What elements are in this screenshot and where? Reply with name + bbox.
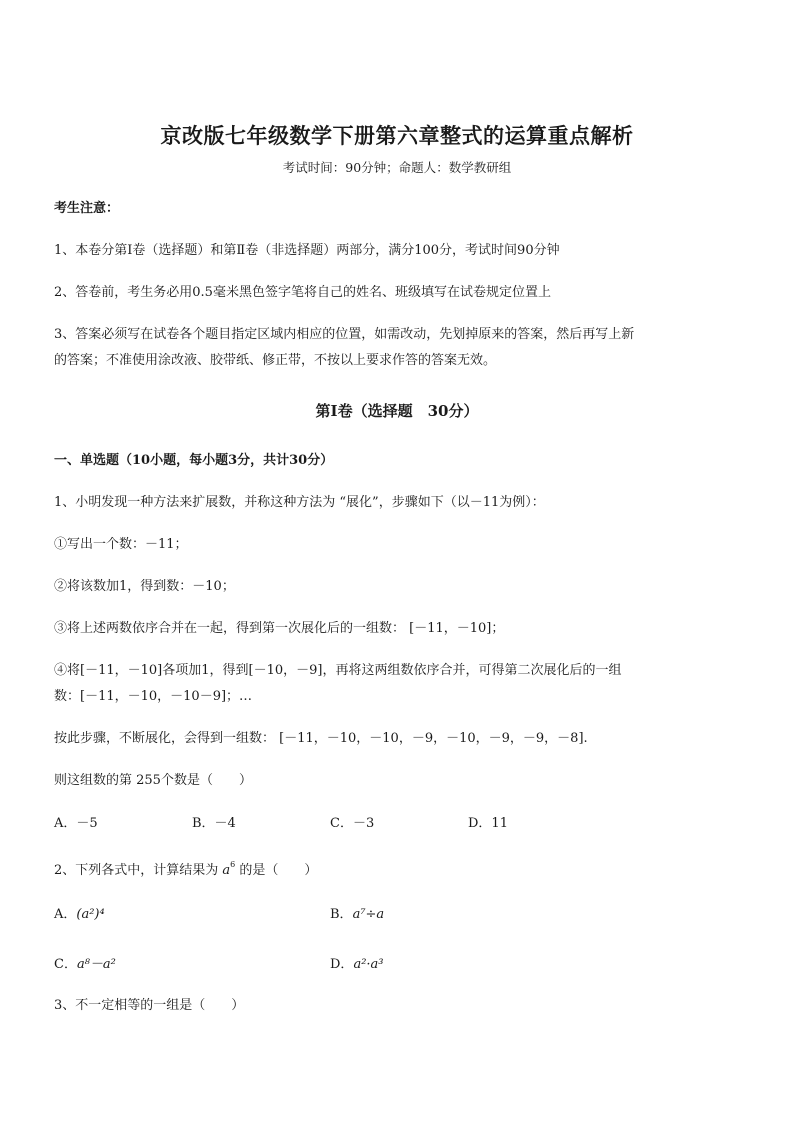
question-1-step-2: ②将该数加1，得到数：－10；: [54, 579, 235, 594]
notice-item-continued: 的答案；不准使用涂改液、胶带纸、修正带，不按以上要求作答的答案无效。: [54, 353, 497, 368]
exam-subtitle: 考试时间：90分钟；命题人：数学教研组: [282, 160, 512, 175]
question-1-option-b[interactable]: B．－4: [192, 816, 236, 831]
question-2-stem-prefix: 2、下列各式中，计算结果为: [54, 863, 223, 878]
question-1-option-d[interactable]: D．11: [468, 816, 508, 831]
option-expression: (a²)⁴: [76, 907, 105, 922]
page-title: 京改版七年级数学下册第六章整式的运算重点解析: [160, 123, 634, 148]
question-2-base: a: [222, 863, 231, 878]
option-expression: a⁸－a²: [76, 957, 116, 972]
question-1-stem: 1、小明发现一种方法来扩展数，并称这种方法为 “展化”，步骤如下（以－11为例）：: [54, 495, 545, 510]
part-heading: 一、单选题（10小题，每小题3分，共计30分）: [54, 453, 334, 468]
question-1-step-3: ③将上述两数依序合并在一起，得到第一次展化后的一组数： [－11，－10]；: [54, 621, 505, 636]
question-1-prompt: 则这组数的第 255个数是（ ）: [54, 773, 252, 788]
question-2-option-a[interactable]: [54, 906, 105, 924]
question-2-exponent: 6: [230, 860, 236, 869]
question-3-stem: 3、不一定相等的一组是（ ）: [54, 998, 245, 1013]
question-1-sequence: 按此步骤，不断展化，会得到一组数： [－11，－10，－10，－9，－10，－9，－9，－8].: [54, 731, 588, 746]
question-1-step-1: ①写出一个数：－11；: [54, 537, 188, 552]
notice-item: 3、答案必须写在试卷各个题目指定区域内相应的位置，如需改动，先划掉原来的答案，然后再写上新: [54, 327, 635, 342]
question-2-option-d[interactable]: [330, 956, 384, 974]
option-expression: a⁷÷a: [352, 907, 385, 922]
option-label: D．: [330, 957, 354, 972]
question-2-stem: [54, 856, 317, 880]
notice-heading: 考生注意：: [54, 201, 120, 216]
notice-item: 1、本卷分第Ⅰ卷（选择题）和第Ⅱ卷（非选择题）两部分，满分100分，考试时间90分钟: [54, 243, 560, 258]
option-label: A．: [54, 907, 77, 922]
section-title: 第Ⅰ卷（选择题 30分）: [315, 402, 479, 420]
question-2-option-b[interactable]: [330, 906, 384, 924]
question-1-option-c[interactable]: C．－3: [330, 816, 375, 831]
question-1-step-4: ④将[－11，－10]各项加1，得到[－10，－9]，再将这两组数依序合并，可得第二次展化后的一组: [54, 663, 622, 678]
notice-item: 2、答卷前，考生务必用0.5毫米黑色签字笔将自己的姓名、班级填写在试卷规定位置上: [54, 285, 551, 300]
question-2-power: [222, 860, 236, 878]
option-expression: a²·a³: [353, 957, 384, 972]
question-2-stem-suffix: 的是（ ）: [235, 863, 318, 878]
question-1-step-4-continued: 数：[－11，－10，－10－9]；…: [54, 689, 253, 704]
question-1-option-a[interactable]: A．－5: [54, 816, 98, 831]
question-2-option-c[interactable]: [54, 956, 116, 974]
option-label: C．: [54, 957, 77, 972]
option-label: B．: [330, 907, 353, 922]
